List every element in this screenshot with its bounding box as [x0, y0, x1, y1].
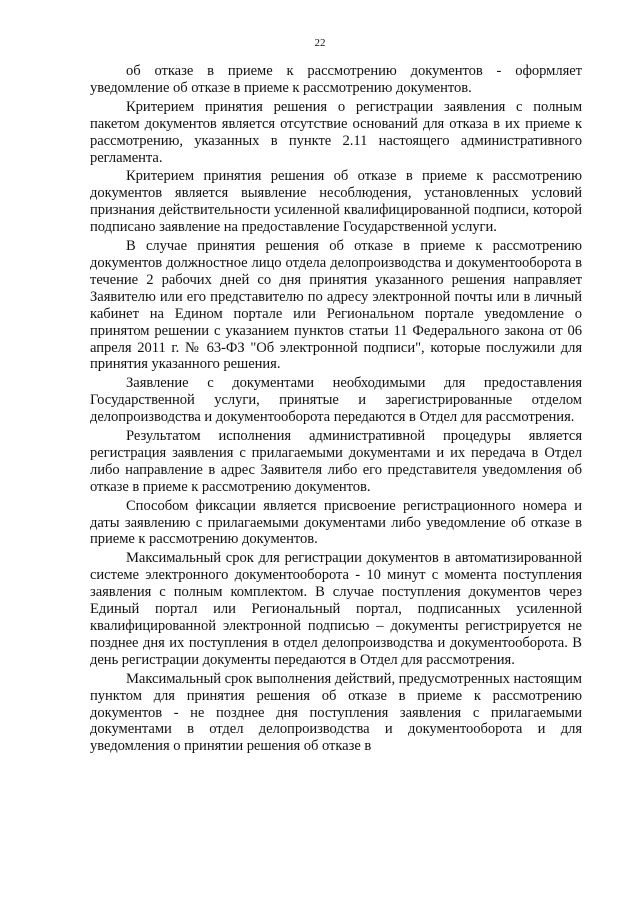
paragraph: Критерием принятия решения об отказе в приеме к рассмотрению документов является выявление несоблюдения, установленных условий признания действительности усиленной квалифицированной подписи, которой подписано заявление на предоставление Государственной услуги. — [90, 168, 582, 236]
paragraph: Результатом исполнения административной процедуры является регистрация заявления с прилагаемыми документами и их передача в Отдел либо направление в адрес Заявителя либо его представителя уведомления об отказе в приеме к рассмотрению документов. — [90, 428, 582, 495]
document-body — [90, 63, 582, 757]
paragraph: Способом фиксации является присвоение регистрационного номера и даты заявлению с прилагаемыми документами либо уведомление об отказе в приеме к рассмотрению документов. — [90, 497, 582, 548]
paragraph: Критерием принятия решения о регистрации заявления с полным пакетом документов является отсутствие оснований для отказа в их приеме к рассмотрению, указанных в пункте 2.11 настоящего административного регламента. — [90, 98, 582, 166]
paragraph: об отказе в приеме к рассмотрению документов - оформляет уведомление об отказе в приеме к рассмотрению документов. — [90, 63, 582, 96]
page-number: 22 — [314, 37, 326, 49]
paragraph: Максимальный срок для регистрации документов в автоматизированной системе электронного документооборота - 10 минут с момента поступления заявления с полным комплектом. В случае поступления документов через Единый портал или Региональный портал, подписанных усиленной квалифицированной электронной подписью – документы регистрируется не позднее дня их поступления в отдел делопроизводства и документооборота. В день регистрации документы передаются в Отдел для рассмотрения. — [90, 550, 582, 668]
paragraph: В случае принятия решения об отказе в приеме к рассмотрению документов должностное лицо отдела делопроизводства и документооборота в течение 2 рабочих дней со дня принятия указанного решения направляет Заявителю или его представителю по адресу электронной почты или в личный кабинет на Едином портале или Региональном портале уведомление о принятом решении с указанием пунктов статьи 11 Федерального закона от 06 апреля 2011 г. № 63-ФЗ "Об электронной подписи", которые послужили для принятия указанного решения. — [90, 238, 582, 373]
paragraph: Максимальный срок выполнения действий, предусмотренных настоящим пунктом для принятия решения об отказе в приеме к рассмотрению документов - не позднее дня поступления заявления с прилагаемыми документами в отдел делопроизводства и документооборота и для уведомления о принятии решения об отказе в — [90, 670, 582, 755]
paragraph: Заявление с документами необходимыми для предоставления Государственной услуги, принятые и зарегистрированные отделом делопроизводства и документооборота передаются в Отдел для рассмотрения. — [90, 375, 582, 426]
